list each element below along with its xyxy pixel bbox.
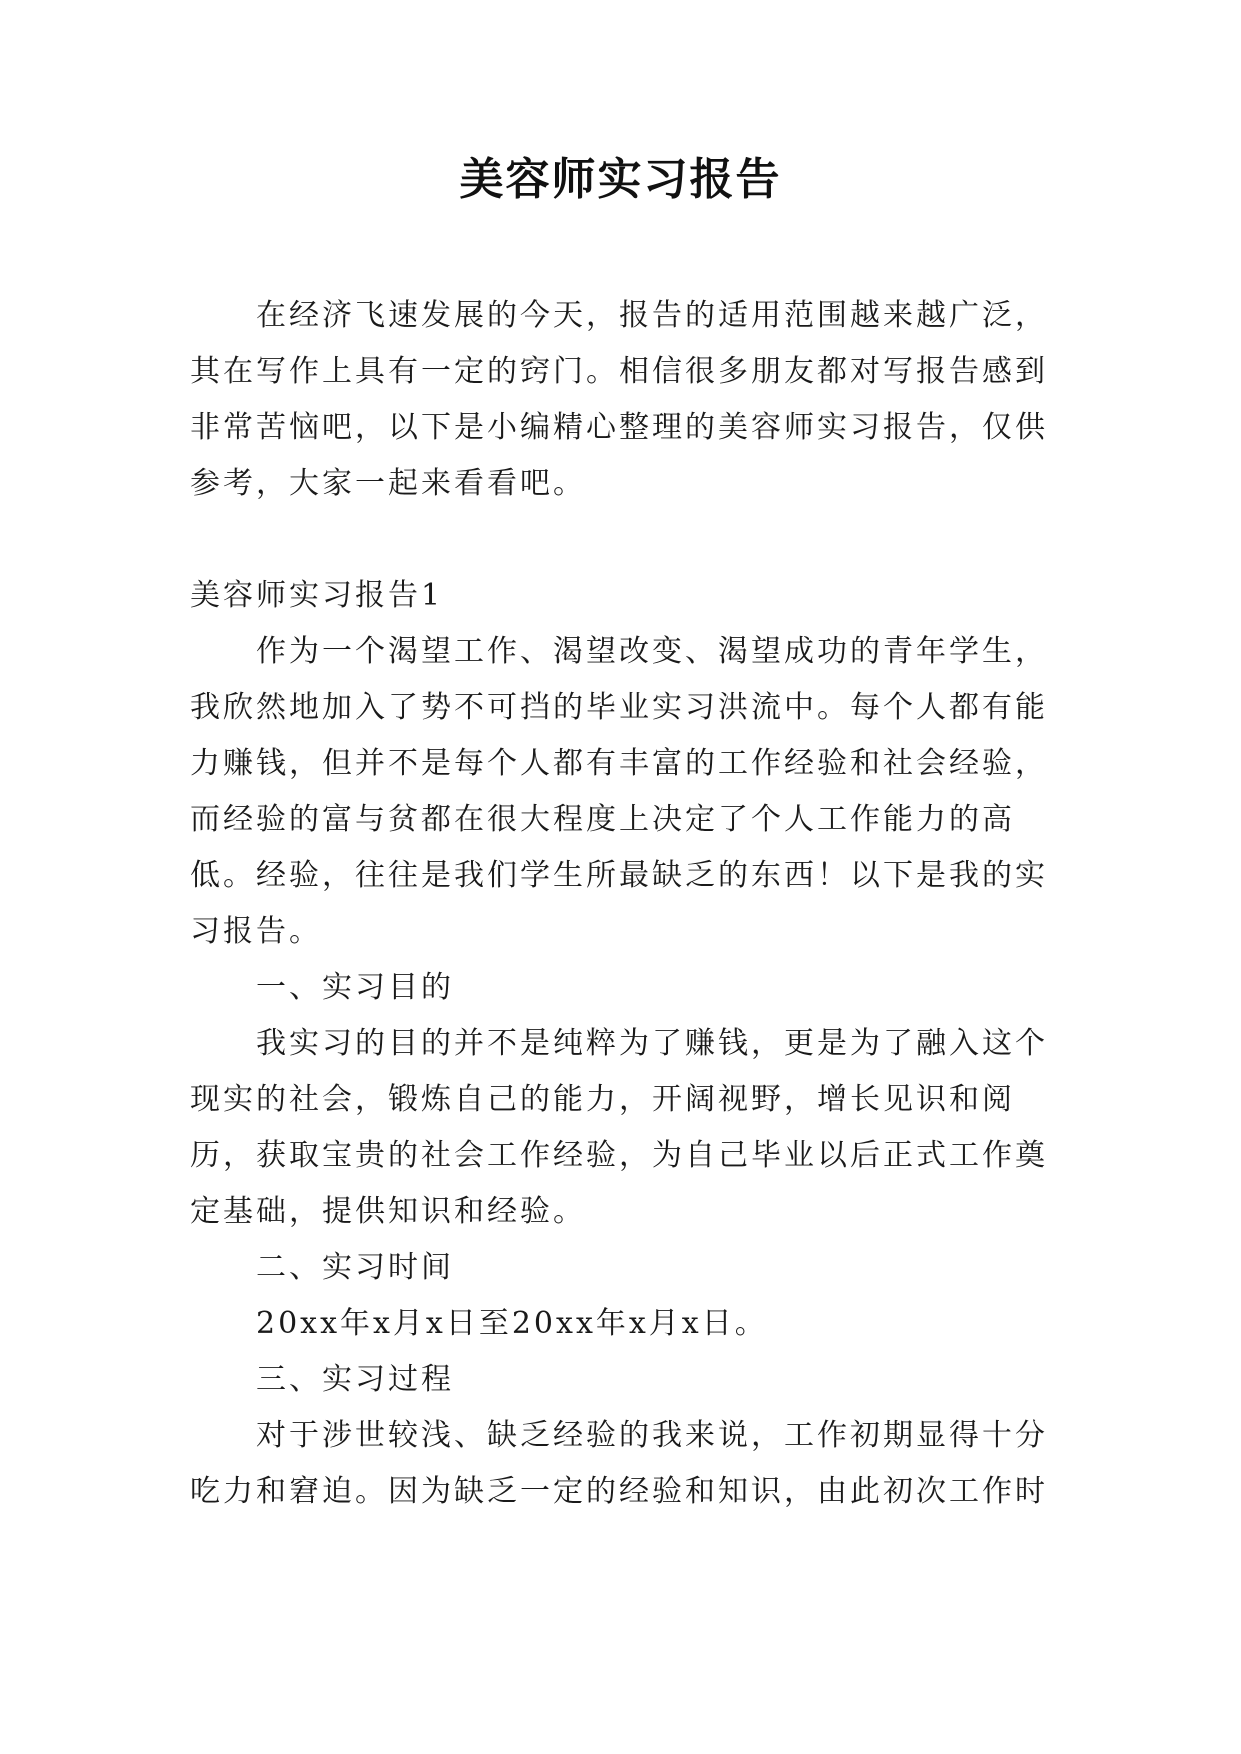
intro-paragraph: 在经济飞速发展的今天，报告的适用范围越来越广泛，其在写作上具有一定的窍门。相信很多朋友都对写报告感到非常苦恼吧，以下是小编精心整理的美容师实习报告，仅供参考，大家一起来看看吧。 xyxy=(190,298,1048,501)
heading-purpose: 一、实习目的 xyxy=(256,970,454,1005)
heading-time: 二、实习时间 xyxy=(256,1250,454,1285)
section-title: 美容师实习报告1 xyxy=(190,578,444,613)
body-paragraph-2: 我实习的目的并不是纯粹为了赚钱，更是为了融入这个现实的社会，锻炼自己的能力，开阔视野，增长见识和阅历，获取宝贵的社会工作经验，为自己毕业以后正式工作奠定基础，提供知识和经验。 xyxy=(190,1026,1048,1229)
document-body xyxy=(190,288,1050,1520)
body-paragraph-1: 作为一个渴望工作、渴望改变、渴望成功的青年学生，我欣然地加入了势不可挡的毕业实习洪流中。每个人都有能力赚钱，但并不是每个人都有丰富的工作经验和社会经验，而经验的富与贫都在很大程度上决定了个人工作能力的高低。经验，往往是我们学生所最缺乏的东西！以下是我的实习报告。 xyxy=(190,634,1048,949)
body-paragraph-3: 20xx年x月x日至20xx年x月x日。 xyxy=(256,1306,768,1341)
heading-process: 三、实习过程 xyxy=(256,1362,454,1397)
paragraph-gap xyxy=(190,512,1050,568)
body-paragraph-4: 对于涉世较浅、缺乏经验的我来说，工作初期显得十分吃力和窘迫。因为缺乏一定的经验和知识，由此初次工作时 xyxy=(190,1418,1048,1509)
document-title: 美容师实习报告 xyxy=(459,154,782,205)
